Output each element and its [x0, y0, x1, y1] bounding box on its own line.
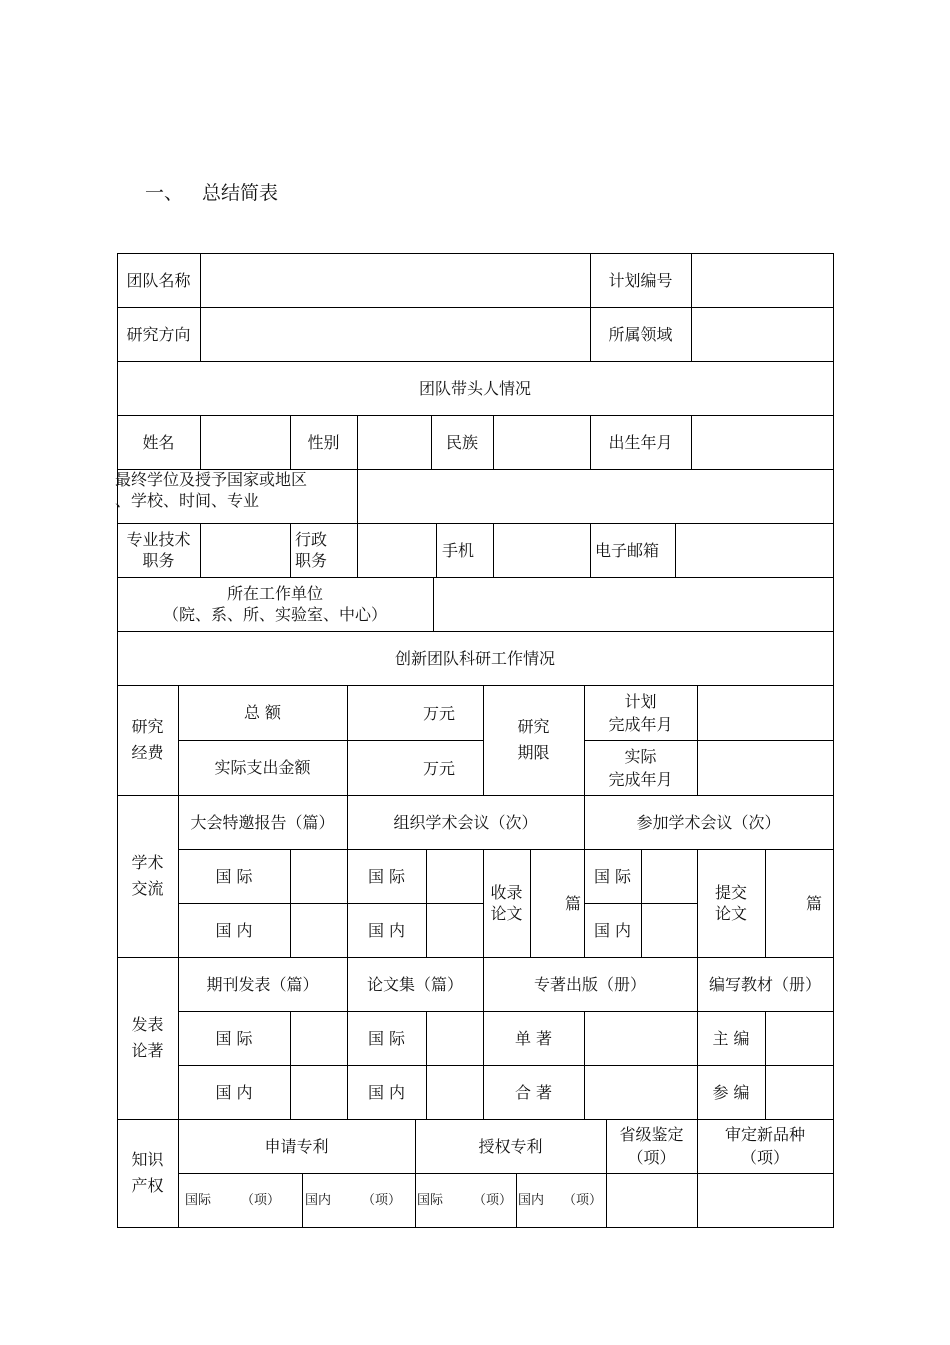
team-name-label: 团队名称	[126, 270, 191, 290]
email-field[interactable]	[676, 524, 833, 577]
submitted-papers-field[interactable]	[766, 850, 833, 957]
phone-field[interactable]	[494, 524, 590, 577]
organize-dom-field[interactable]	[427, 904, 483, 957]
ethnicity-label: 民族	[445, 432, 478, 452]
degree-label	[115, 469, 357, 523]
chief-editor-field[interactable]	[766, 1012, 833, 1065]
tech-title-field[interactable]	[201, 524, 290, 577]
proceedings-dom-label: 国 内	[367, 1082, 406, 1102]
total-amount-unit: 万元	[422, 703, 455, 723]
actual-spend-field[interactable]	[348, 741, 483, 795]
patent-apply-intl-field[interactable]	[179, 1174, 302, 1227]
organize-intl-label: 国 际	[367, 866, 406, 886]
exchange-label-line2: 交流	[131, 879, 164, 898]
co-author-field[interactable]	[585, 1066, 697, 1119]
attend-label: 参加学术会议（次）	[636, 812, 781, 832]
provincial-label	[606, 1119, 697, 1173]
patent-apply-dom-unit: （项）	[361, 1193, 401, 1208]
section-title: 总结简表	[202, 182, 279, 204]
variety-label	[697, 1119, 833, 1173]
tech-title-label	[117, 523, 200, 577]
funding-label	[117, 685, 178, 795]
patent-apply-dom-field[interactable]	[303, 1174, 415, 1227]
proceedings-intl-label: 国 际	[367, 1028, 406, 1048]
patent-grant-intl-field[interactable]	[416, 1174, 516, 1227]
provincial-line1: 省级鉴定	[619, 1125, 684, 1144]
ip-label	[117, 1119, 178, 1227]
plan-complete-line2: 完成年月	[608, 714, 673, 734]
team-name-field[interactable]	[201, 254, 590, 307]
total-amount-label: 总 额	[243, 703, 282, 722]
journal-dom-field[interactable]	[291, 1066, 347, 1119]
birth-label: 出生年月	[608, 432, 673, 452]
exchange-label	[117, 795, 178, 957]
included-papers-field[interactable]	[531, 850, 584, 957]
table-rule	[436, 523, 437, 577]
monograph-label: 专著出版（册）	[533, 974, 646, 994]
submitted-papers-label	[697, 849, 765, 957]
birth-field[interactable]	[692, 416, 833, 469]
plan-no-label: 计划编号	[608, 270, 673, 290]
patent-grant-intl-label: 国际	[417, 1193, 444, 1208]
submitted-papers-unit: 篇	[805, 894, 822, 913]
sole-author-label: 单 著	[514, 1028, 553, 1048]
admin-title-field[interactable]	[358, 524, 436, 577]
provincial-field[interactable]	[607, 1174, 697, 1227]
gender-field[interactable]	[358, 416, 431, 469]
journal-label: 期刊发表（篇）	[206, 974, 319, 994]
admin-title-label	[295, 523, 357, 577]
section-number: 一、	[145, 182, 184, 204]
included-papers-line2: 论文	[490, 904, 523, 923]
email-label: 电子邮箱	[595, 540, 660, 560]
actual-complete-line2: 完成年月	[608, 769, 673, 789]
attend-dom-field[interactable]	[642, 904, 697, 957]
plan-no-field[interactable]	[692, 254, 833, 307]
organize-label: 组织学术会议（次）	[393, 812, 538, 832]
admin-title-line2: 职务	[295, 551, 328, 570]
journal-intl-label: 国 际	[215, 1028, 253, 1048]
keynote-dom-field[interactable]	[291, 904, 347, 957]
research-section-title: 创新团队科研工作情况	[394, 648, 555, 668]
patent-grant-dom-unit: （项）	[562, 1193, 602, 1208]
actual-spend-unit: 万元	[422, 758, 455, 778]
gender-label: 性别	[307, 432, 340, 452]
included-papers-unit: 篇	[564, 894, 581, 913]
patent-apply-intl-label: 国际	[185, 1193, 212, 1208]
funding-label-line1: 研究	[131, 717, 164, 736]
leader-section-title: 团队带头人情况	[418, 378, 531, 398]
period-label-line2: 期限	[517, 743, 550, 762]
name-label: 姓名	[142, 432, 175, 452]
attend-dom-label: 国 内	[593, 920, 632, 940]
patent-apply-label: 申请专利	[264, 1136, 329, 1156]
co-author-label: 合 著	[514, 1082, 553, 1102]
section-heading	[145, 178, 278, 205]
table-rule	[117, 1227, 834, 1228]
variety-line2: （项）	[740, 1148, 789, 1167]
variety-field[interactable]	[698, 1174, 833, 1227]
pub-label-line1: 发表	[131, 1015, 164, 1034]
admin-title-line1: 行政	[295, 530, 328, 549]
patent-apply-dom-label: 国内	[305, 1193, 332, 1208]
total-amount-field[interactable]	[348, 686, 483, 740]
table-rule	[590, 523, 591, 577]
work-unit-line1: 所在工作单位	[226, 584, 323, 603]
ip-label-line2: 产权	[131, 1176, 164, 1195]
participant-editor-field[interactable]	[766, 1066, 833, 1119]
field-field[interactable]	[692, 308, 833, 361]
patent-grant-dom-label: 国内	[518, 1193, 545, 1208]
actual-complete-label	[584, 740, 697, 795]
pub-label	[117, 957, 178, 1119]
ethnicity-field[interactable]	[494, 416, 590, 469]
proceedings-label: 论文集（篇）	[366, 974, 463, 994]
name-field[interactable]	[201, 416, 290, 469]
work-unit-field[interactable]	[434, 578, 833, 631]
field-label: 所属领域	[608, 324, 673, 344]
textbook-label: 编写教材（册）	[708, 974, 821, 994]
journal-dom-label: 国 内	[215, 1082, 253, 1102]
tech-title-line2: 职务	[142, 551, 175, 570]
attend-intl-field[interactable]	[642, 850, 697, 903]
keynote-label: 大会特邀报告（篇）	[190, 812, 335, 832]
plan-complete-line1: 计划	[624, 691, 657, 711]
degree-label-line1: 最终学位及授予国家或地区	[115, 470, 308, 489]
work-unit-line2: （院、系、所、实验室、中心）	[162, 605, 387, 624]
table-rule	[290, 523, 291, 577]
proceedings-dom-field[interactable]	[427, 1066, 483, 1119]
included-papers-line1: 收录	[490, 883, 523, 902]
actual-spend-label: 实际支出金额	[214, 758, 311, 777]
keynote-intl-label: 国 际	[215, 866, 253, 886]
research-direction-label: 研究方向	[126, 324, 191, 344]
degree-field[interactable]	[358, 470, 833, 523]
keynote-intl-field[interactable]	[291, 850, 347, 903]
actual-complete-line1: 实际	[624, 746, 657, 766]
exchange-label-line1: 学术	[131, 853, 164, 872]
keynote-dom-label: 国 内	[215, 920, 253, 940]
sole-author-field[interactable]	[585, 1012, 697, 1065]
table-rule	[833, 253, 834, 1228]
period-label-line1: 研究	[517, 717, 550, 736]
research-direction-field[interactable]	[201, 308, 590, 361]
included-papers-label	[483, 849, 530, 957]
tech-title-line1: 专业技术	[126, 530, 191, 549]
period-label	[483, 685, 584, 795]
plan-complete-field[interactable]	[698, 686, 833, 740]
funding-label-line2: 经费	[131, 743, 164, 762]
patent-grant-label: 授权专利	[478, 1136, 543, 1156]
patent-apply-intl-unit: （项）	[240, 1193, 280, 1208]
pub-label-line2: 论著	[131, 1041, 164, 1060]
organize-intl-field[interactable]	[427, 850, 483, 903]
work-unit-label	[117, 577, 433, 631]
plan-complete-label	[584, 685, 697, 740]
variety-line1: 审定新品种	[724, 1125, 805, 1144]
attend-intl-label: 国 际	[593, 866, 632, 886]
patent-grant-intl-unit: （项）	[472, 1193, 512, 1208]
submitted-papers-line1: 提交	[714, 883, 747, 902]
actual-complete-field[interactable]	[698, 741, 833, 795]
organize-dom-label: 国 内	[367, 920, 406, 940]
participant-editor-label: 参 编	[712, 1082, 750, 1102]
journal-intl-field[interactable]	[291, 1012, 347, 1065]
proceedings-intl-field[interactable]	[427, 1012, 483, 1065]
ip-label-line1: 知识	[131, 1150, 164, 1169]
chief-editor-label: 主 编	[712, 1028, 750, 1048]
degree-label-line2: 、学校、时间、专业	[115, 491, 260, 510]
provincial-line2: （项）	[627, 1148, 676, 1167]
submitted-papers-line2: 论文	[714, 904, 747, 923]
phone-label: 手机	[442, 540, 475, 560]
patent-grant-dom-field[interactable]	[517, 1174, 606, 1227]
